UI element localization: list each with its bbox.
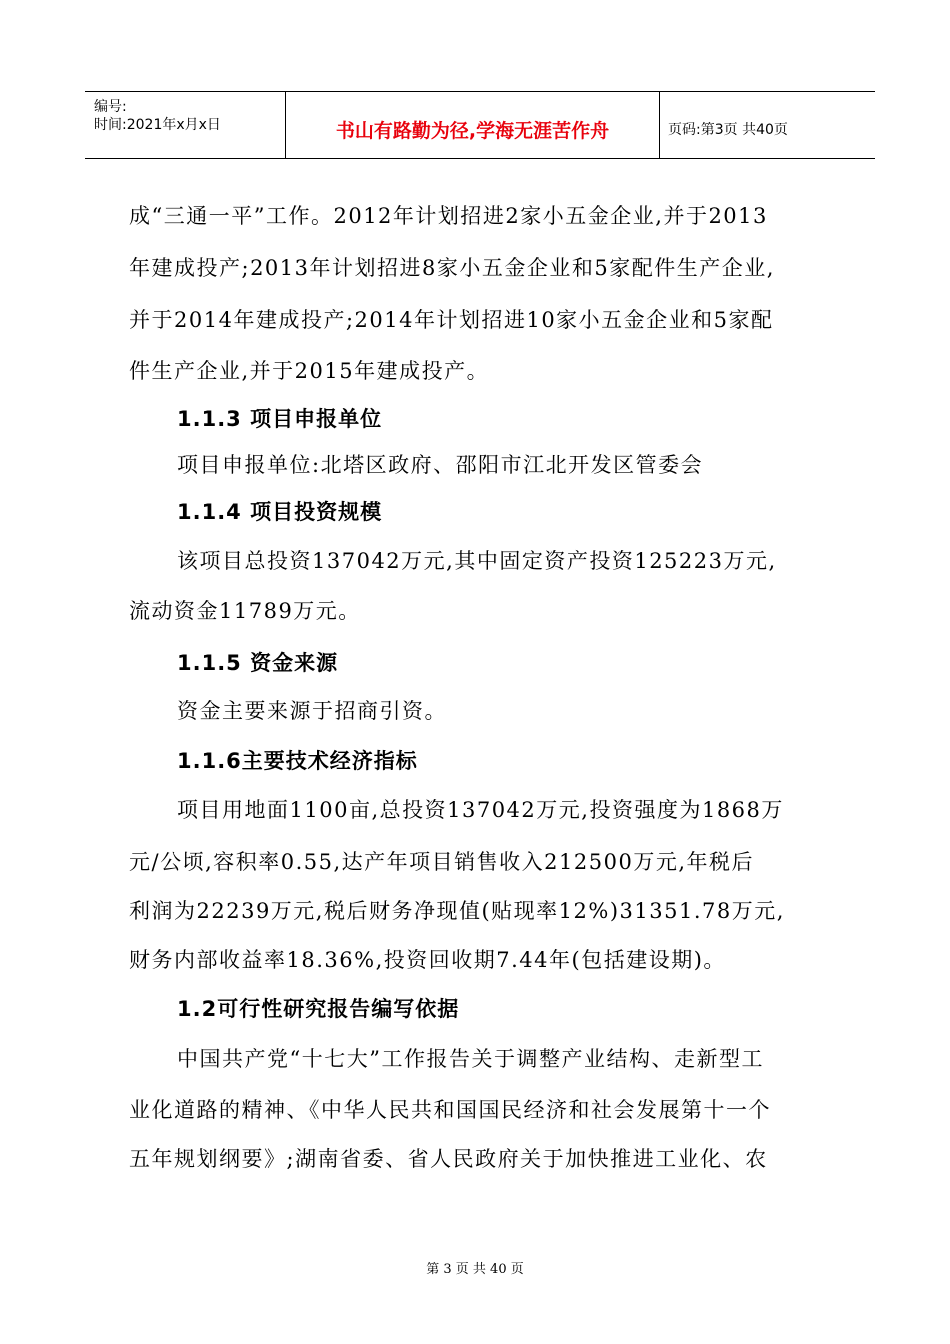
section-heading-1-1-6: 1.1.6主要技术经济指标	[177, 749, 418, 773]
document-number-label: 编号:	[94, 99, 127, 115]
paragraph-line: 元/公顷,容积率0.55,达产年项目销售收入212500万元,年税后	[129, 850, 755, 874]
paragraph-line: 件生产企业,并于2015年建成投产。	[129, 359, 490, 383]
section-heading-1-1-3: 1.1.3 项目申报单位	[177, 407, 383, 431]
document-time-label: 时间:2021年x月x日	[94, 117, 221, 133]
paragraph-line: 并于2014年建成投产;2014年计划招进10家小五金企业和5家配	[129, 308, 774, 332]
section-heading-1-1-5: 1.1.5 资金来源	[177, 651, 339, 675]
header-motto: 书山有路勤为径,学海无涯苦作舟	[335, 119, 610, 142]
paragraph-line: 成“三通一平”工作。2012年计划招进2家小五金企业,并于2013	[129, 204, 768, 228]
paragraph-line: 财务内部收益率18.36%,投资回收期7.44年(包括建设期)。	[129, 948, 726, 972]
page-header	[85, 91, 875, 159]
section-heading-1-1-4: 1.1.4 项目投资规模	[177, 500, 383, 524]
paragraph-line: 项目用地面1100亩,总投资137042万元,投资强度为1868万	[177, 798, 784, 822]
paragraph-line: 流动资金11789万元。	[129, 599, 361, 623]
header-motto-cell	[285, 92, 660, 158]
paragraph-line: 五年规划纲要》;湖南省委、省人民政府关于加快推进工业化、农	[129, 1147, 768, 1171]
paragraph-line: 利润为22239万元,税后财务净现值(贴现率12%)31351.78万元,	[129, 899, 785, 923]
paragraph-line: 中国共产党“十七大”工作报告关于调整产业结构、走新型工	[177, 1047, 764, 1071]
paragraph-line: 项目申报单位:北塔区政府、邵阳市江北开发区管委会	[177, 453, 704, 477]
page-footer: 第 3 页 共 40 页	[426, 1262, 524, 1277]
paragraph-line: 业化道路的精神、《中华人民共和国国民经济和社会发展第十一个	[129, 1098, 771, 1122]
header-meta	[85, 92, 285, 158]
section-heading-1-2: 1.2可行性研究报告编写依据	[177, 997, 460, 1021]
header-page-label: 页码:第3页 共40页	[668, 122, 788, 138]
paragraph-line: 资金主要来源于招商引资。	[177, 699, 447, 723]
paragraph-line: 年建成投产;2013年计划招进8家小五金企业和5家配件生产企业,	[129, 256, 775, 280]
header-page-cell	[660, 92, 875, 158]
paragraph-line: 该项目总投资137042万元,其中固定资产投资125223万元,	[177, 549, 777, 573]
